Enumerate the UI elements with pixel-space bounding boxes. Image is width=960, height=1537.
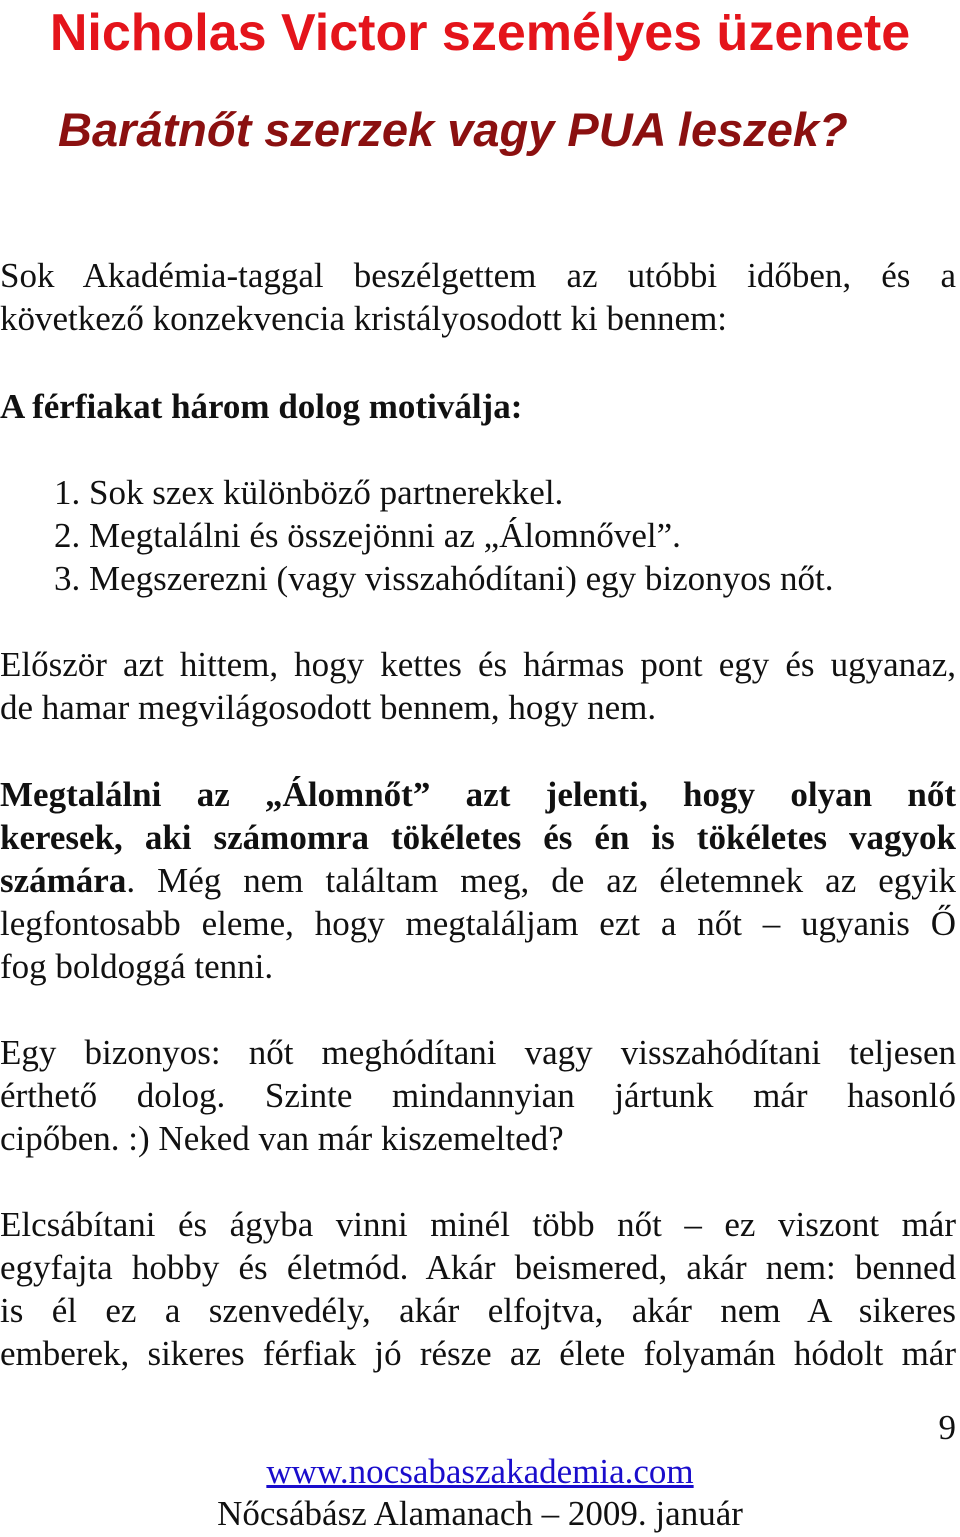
seduce-line-3: is él ez a szenvedély, akár elfojtva, akár nem A sikeres bbox=[0, 1291, 956, 1330]
dream-bold-line-3: számára bbox=[0, 861, 127, 900]
specific-line-2: érthető dolog. Szinte mindannyian jártunk már hasonló bbox=[0, 1076, 956, 1115]
seduce-line-4: emberek, sikeres férfiak jó része az élete folyamán hódolt már bbox=[0, 1334, 956, 1373]
motivation-heading: A férfiakat három dolog motiválja: bbox=[0, 387, 523, 426]
seduce-paragraph bbox=[0, 1203, 956, 1375]
page-subtitle: Barátnőt szerzek vagy PUA leszek? bbox=[58, 103, 848, 156]
page-title: Nicholas Victor személyes üzenete bbox=[49, 4, 911, 62]
first-thought-line-2: de hamar megvilágosodott bennem, hogy nem. bbox=[0, 688, 657, 727]
specific-woman-paragraph bbox=[0, 1031, 956, 1160]
motivation-list bbox=[54, 471, 834, 600]
list-item: 2. Megtalálni és összejönni az „Álomnővel”. bbox=[54, 516, 681, 555]
intro-paragraph bbox=[0, 254, 956, 340]
intro-line-1: Sok Akadémia-taggal beszélgettem az utóbbi időben, és a bbox=[0, 256, 956, 295]
first-thought-paragraph bbox=[0, 643, 956, 729]
dream-line-3-rest: . Még nem találtam meg, de az életemnek az egyik bbox=[126, 861, 956, 900]
list-item: 3. Megszerezni (vagy visszahódítani) egy bizonyos nőt. bbox=[54, 559, 834, 598]
specific-line-3: cipőben. :) Neked van már kiszemelted? bbox=[0, 1119, 564, 1158]
dream-woman-paragraph bbox=[0, 773, 956, 988]
dream-line-4: legfontosabb eleme, hogy megtaláljam ezt a nőt – ugyanis Ő bbox=[0, 904, 956, 943]
website-link[interactable]: www.nocsabaszakademia.com bbox=[266, 1452, 694, 1491]
dream-line-5: fog boldoggá tenni. bbox=[0, 947, 274, 986]
seduce-line-2: egyfajta hobby és életmód. Akár beismered, akár nem: benned bbox=[0, 1248, 956, 1287]
first-thought-line-1: Először azt hittem, hogy kettes és hármas pont egy és ugyanaz, bbox=[0, 645, 956, 684]
dream-line-3 bbox=[0, 859, 956, 902]
page-number: 9 bbox=[938, 1408, 956, 1447]
specific-line-1: Egy bizonyos: nőt meghódítani vagy visszahódítani teljesen bbox=[0, 1033, 956, 1072]
list-item: 1. Sok szex különböző partnerekkel. bbox=[54, 473, 564, 512]
dream-bold-line-2: keresek, aki számomra tökéletes és én is tökéletes vagyok bbox=[0, 818, 956, 857]
seduce-line-1: Elcsábítani és ágyba vinni minél több nőt – ez viszont már bbox=[0, 1205, 956, 1244]
intro-line-2: következő konzekvencia kristályosodott ki bennem: bbox=[0, 299, 728, 338]
publication-footer: Nőcsábász Alamanach – 2009. január bbox=[217, 1494, 743, 1533]
dream-bold-line-1: Megtalálni az „Álomnőt” azt jelenti, hogy olyan nőt bbox=[0, 775, 956, 814]
